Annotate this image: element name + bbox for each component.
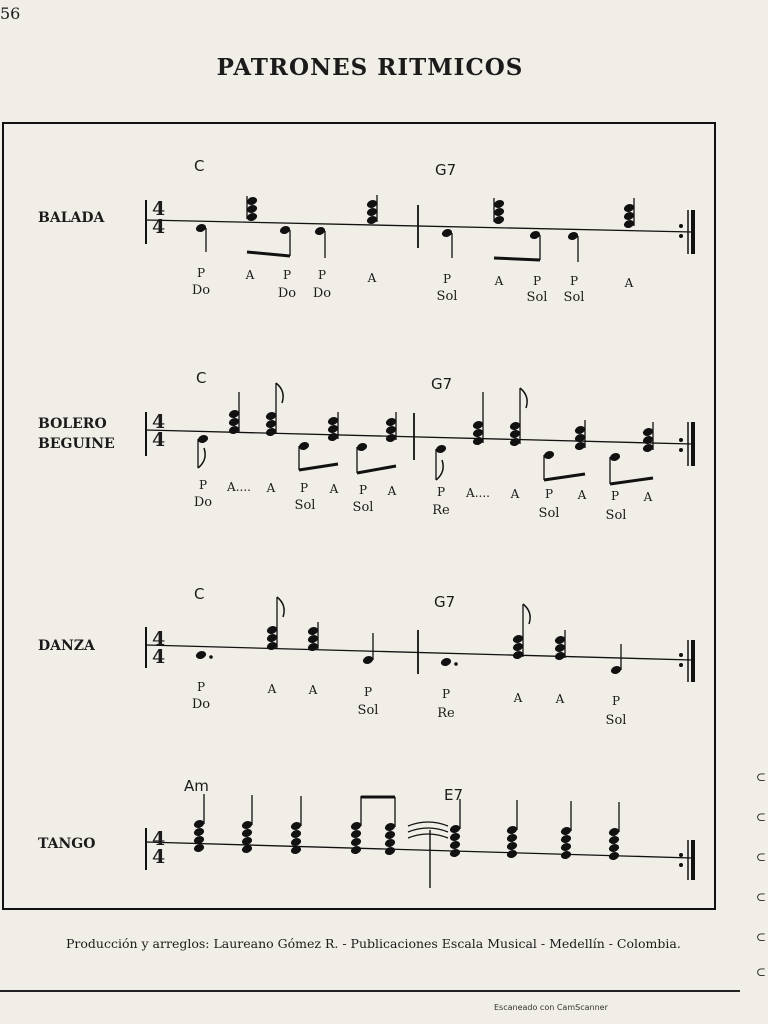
note-head [506, 833, 518, 844]
note-flag [523, 604, 530, 624]
chord-symbol: G7 [434, 593, 456, 611]
stroke-label: P [544, 487, 554, 501]
note-head [366, 199, 378, 210]
repeat-dot [679, 653, 683, 657]
rhythm-label: DANZA [38, 638, 95, 654]
tremolo-mark [408, 822, 448, 826]
note-head [493, 215, 505, 226]
stroke-label: P [611, 694, 621, 708]
time-signature: 4 4 [152, 628, 166, 668]
rhythm-label: BALADA [38, 210, 105, 226]
note-flag [277, 597, 284, 617]
stroke-label: P [441, 687, 451, 701]
stroke-label: A [510, 487, 520, 501]
tremolo-mark [408, 834, 448, 838]
note-name: Sol [357, 703, 379, 718]
note-head [512, 634, 524, 645]
note-head [366, 215, 378, 226]
spiral-binding-mark: ⊂ [756, 850, 767, 864]
repeat-dot [679, 234, 683, 238]
time-signature: 4 4 [152, 411, 166, 451]
note-head [512, 650, 524, 661]
chord-symbol: G7 [435, 161, 457, 179]
note-name: Do [191, 283, 211, 298]
note-head [362, 655, 374, 666]
note-flag [198, 448, 205, 468]
repeat-dot [679, 663, 683, 667]
note-flag [520, 388, 527, 408]
note-head [350, 821, 362, 832]
repeat-dot [679, 448, 683, 452]
note-head [193, 819, 205, 830]
stroke-label: P [363, 685, 373, 699]
scanner-watermark: Escaneado con CamScanner [494, 1003, 608, 1012]
note-name: Sol [605, 713, 627, 728]
stroke-label: A.... [227, 480, 251, 494]
stroke-label: P [569, 274, 579, 288]
stroke-label: A [555, 692, 565, 706]
note-head [472, 436, 484, 447]
note-head [472, 428, 484, 439]
note-name: Do [193, 495, 213, 510]
time-signature: 4 4 [152, 828, 166, 868]
note-head [246, 204, 258, 215]
note-head [241, 820, 253, 831]
note-name: Sol [294, 498, 316, 513]
note-head [574, 441, 586, 452]
note-head [623, 211, 635, 222]
note-head [554, 651, 566, 662]
spiral-binding-mark: ⊂ [756, 890, 767, 904]
note-head [197, 434, 209, 445]
stroke-label: A [624, 276, 634, 290]
stroke-label: A [329, 482, 339, 496]
stroke-label: A.... [466, 486, 490, 500]
note-head [246, 212, 258, 223]
note-name: Do [191, 697, 211, 712]
note-head [228, 409, 240, 420]
note-head [608, 843, 620, 854]
repeat-dot [679, 438, 683, 442]
repeat-dot [679, 853, 683, 857]
note-head [195, 223, 207, 234]
note-head [493, 199, 505, 210]
note-head [509, 437, 521, 448]
note-beam [544, 474, 585, 480]
stroke-label: P [196, 680, 206, 694]
note-head [554, 635, 566, 646]
note-head [265, 411, 277, 422]
repeat-dot [679, 863, 683, 867]
note-head [384, 822, 396, 833]
note-head [642, 435, 654, 446]
chord-symbol: C [194, 157, 205, 175]
note-head [623, 203, 635, 214]
note-head [228, 417, 240, 428]
note-head [327, 416, 339, 427]
staff-line-danza [146, 645, 692, 660]
note-head [327, 424, 339, 435]
stroke-label: P [299, 481, 309, 495]
rhythm-label: TANGO [38, 836, 96, 852]
note-name: Do [277, 286, 297, 301]
note-head [449, 832, 461, 843]
note-head [241, 828, 253, 839]
time-signature: 4 4 [152, 198, 166, 238]
note-head [509, 429, 521, 440]
footer-credits: Producción y arreglos: Laureano Gómez R. - Publicaciones Escala Musical - Medellín - Colombia. [66, 936, 681, 951]
bottom-divider [0, 990, 740, 992]
note-head [385, 417, 397, 428]
stroke-label: A [267, 682, 277, 696]
chord-symbol: C [196, 369, 207, 387]
note-head [266, 633, 278, 644]
note-head [529, 230, 541, 241]
spiral-binding-mark: ⊂ [756, 770, 767, 784]
note-head [543, 450, 555, 461]
stroke-label: A [387, 484, 397, 498]
stroke-label: P [436, 485, 446, 499]
rhythm-label: BOLERO BEGUINE [38, 416, 115, 452]
page-title: PATRONES RITMICOS [216, 54, 524, 81]
note-head [350, 829, 362, 840]
notes-layer [193, 195, 654, 861]
note-name: Sol [605, 508, 627, 523]
note-head [290, 821, 302, 832]
dot-mark [209, 655, 213, 659]
staff-line-bolero [146, 430, 692, 444]
stroke-label: A [494, 274, 504, 288]
stroke-label: P [532, 274, 542, 288]
note-head [265, 419, 277, 430]
note-head [384, 838, 396, 849]
note-head [554, 643, 566, 654]
note-beam [357, 466, 396, 473]
note-head [366, 207, 378, 218]
note-head [290, 829, 302, 840]
note-head [642, 427, 654, 438]
note-head [384, 830, 396, 841]
note-head [266, 641, 278, 652]
repeat-dot [679, 224, 683, 228]
note-name: Do [312, 286, 332, 301]
note-name: Sol [526, 290, 548, 305]
note-flag [276, 383, 283, 403]
note-head [307, 634, 319, 645]
stroke-label: A [513, 691, 523, 705]
note-head [193, 827, 205, 838]
note-head [246, 196, 258, 207]
dot-mark [454, 662, 458, 666]
note-head [435, 444, 447, 455]
spiral-binding-mark: ⊂ [756, 810, 767, 824]
note-head [307, 642, 319, 653]
note-head [608, 827, 620, 838]
stroke-label: A [266, 481, 276, 495]
stroke-label: A [643, 490, 653, 504]
note-name: Sol [436, 289, 458, 304]
note-head [449, 840, 461, 851]
tremolo-mark [408, 828, 448, 832]
note-head [493, 207, 505, 218]
note-head [350, 845, 362, 856]
note-head [560, 842, 572, 853]
note-beam [610, 478, 653, 484]
chord-symbol: G7 [431, 375, 453, 393]
note-head [506, 841, 518, 852]
note-head [266, 625, 278, 636]
stroke-label: A [308, 683, 318, 697]
note-head [298, 441, 310, 452]
note-name: Sol [538, 506, 560, 521]
stroke-label: P [198, 478, 208, 492]
note-head [440, 657, 452, 668]
note-head [609, 452, 621, 463]
note-name: Sol [352, 500, 374, 515]
note-head [608, 835, 620, 846]
note-head [279, 225, 291, 236]
note-head [506, 825, 518, 836]
stroke-label: P [317, 268, 327, 282]
note-head [314, 226, 326, 237]
note-head [307, 626, 319, 637]
stroke-label: P [282, 268, 292, 282]
note-head [441, 228, 453, 239]
note-head [449, 848, 461, 859]
page-number: 56 [0, 4, 21, 23]
chord-symbol: Am [184, 777, 209, 795]
spiral-binding-mark: ⊂ [756, 930, 767, 944]
note-name: Sol [563, 290, 585, 305]
stroke-label: P [442, 272, 452, 286]
note-head [560, 850, 572, 861]
note-beam [494, 258, 540, 260]
note-head [350, 837, 362, 848]
note-head [567, 231, 579, 242]
stroke-label: P [358, 483, 368, 497]
note-head [384, 846, 396, 857]
stroke-label: P [196, 266, 206, 280]
chord-symbol: C [194, 585, 205, 603]
stroke-label: A [245, 268, 255, 282]
note-name: Re [437, 706, 455, 721]
note-name: Re [432, 503, 450, 518]
chord-symbol: E7 [444, 786, 464, 804]
note-head [560, 826, 572, 837]
note-head [385, 425, 397, 436]
note-head [472, 420, 484, 431]
stroke-label: A [577, 488, 587, 502]
staff-line-balada [146, 220, 692, 232]
note-head [506, 849, 518, 860]
stroke-label: A [367, 271, 377, 285]
spiral-binding-mark: ⊂ [756, 965, 767, 979]
note-head [195, 650, 207, 661]
note-head [385, 433, 397, 444]
note-head [608, 851, 620, 862]
note-head [228, 425, 240, 436]
note-head [560, 834, 572, 845]
note-head [574, 425, 586, 436]
note-beam [299, 464, 338, 470]
note-beam [247, 252, 290, 256]
note-head [512, 642, 524, 653]
stroke-label: P [610, 489, 620, 503]
note-head [610, 665, 622, 676]
note-head [642, 443, 654, 454]
note-head [623, 219, 635, 230]
note-head [509, 421, 521, 432]
note-head [449, 824, 461, 835]
note-head [327, 432, 339, 443]
note-flag [436, 460, 443, 480]
note-head [265, 427, 277, 438]
note-head [356, 442, 368, 453]
